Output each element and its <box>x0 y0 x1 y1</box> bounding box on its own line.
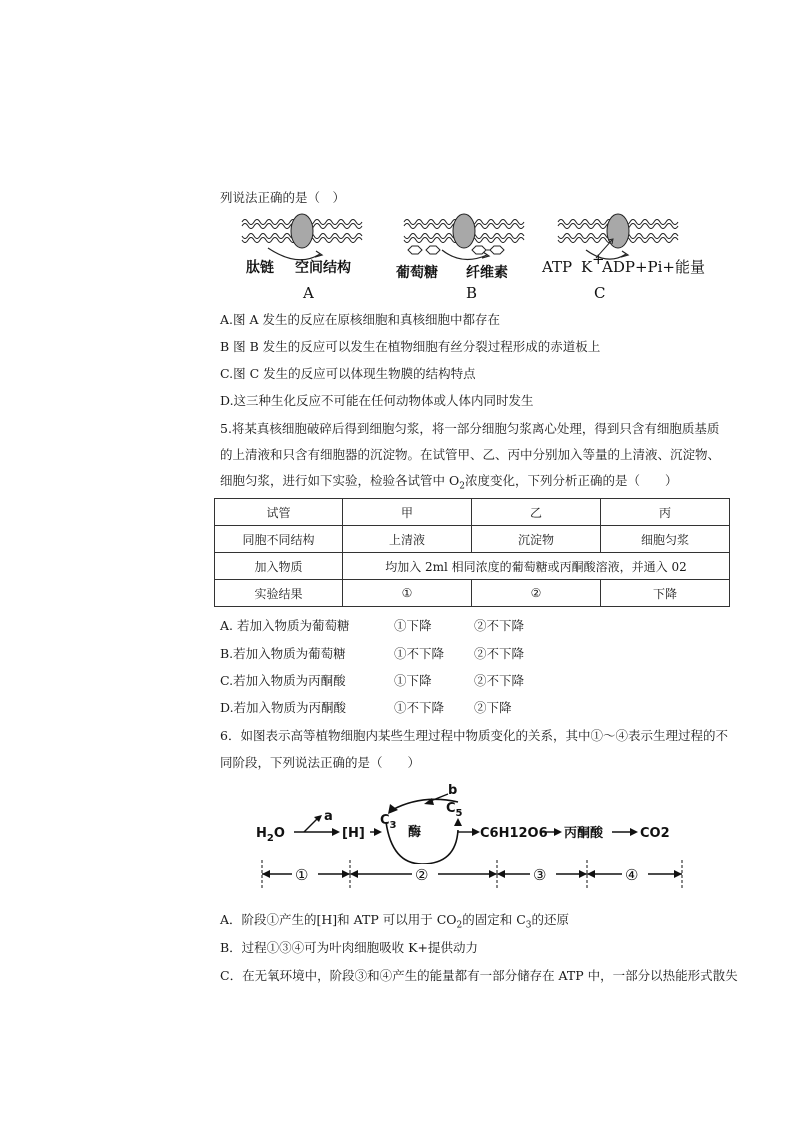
fig-c-caption: C <box>594 284 606 302</box>
c3-label: $C_3$ <box>380 813 397 831</box>
q5-option-c: C.若加入物质为丙酮酸 <box>220 673 346 688</box>
table-cell: ② <box>472 580 601 607</box>
fig-a-left-label: 肽链 <box>246 260 274 276</box>
table-cell: 沉淀物 <box>472 526 601 553</box>
enzyme-label: 酶 <box>408 825 422 840</box>
a-label: a <box>324 809 333 824</box>
q5-option-c-r2: ②不下降 <box>474 673 525 688</box>
table-cell: 乙 <box>472 499 601 526</box>
q4-stem-tail: 列说法正确的是（ ） <box>220 190 346 205</box>
q4-option-c: C.图 C 发生的反应可以体现生物膜的结构特点 <box>220 366 476 381</box>
table-row <box>215 499 730 526</box>
q6-option-b: B．过程①③④可为叶肉细胞吸收 K+提供动力 <box>220 940 478 955</box>
q5-option-a: A. 若加入物质为葡萄糖 <box>220 618 350 633</box>
fig-b-left-label: 葡萄糖 <box>396 265 438 281</box>
stage-2: ② <box>415 866 429 884</box>
q6-stem-line1: 6．如图表示高等植物细胞内某些生理过程中物质变化的关系，其中①～④表示生理过程的不 <box>220 728 728 743</box>
fig-b-caption: B <box>466 284 478 302</box>
b-label: b <box>448 783 458 798</box>
table-row <box>215 580 730 607</box>
q5-experiment-table <box>214 498 730 607</box>
q5-option-b: B.若加入物质为葡萄糖 <box>220 646 346 661</box>
table-cell: 上清液 <box>343 526 472 553</box>
q5-option-b-r1: ①不下降 <box>394 646 445 661</box>
q4-option-b: B 图 B 发生的反应可以发生在植物细胞有丝分裂过程形成的赤道板上 <box>220 339 601 354</box>
fig-c-atp-label: ATP <box>542 258 573 276</box>
table-cell: 细胞匀浆 <box>601 526 730 553</box>
q5-option-d: D.若加入物质为丙酮酸 <box>220 700 347 715</box>
figure-c <box>541 214 705 302</box>
glucose-label: C6H12O6 <box>480 826 548 841</box>
fig-b-right-label: 纤维素 <box>466 265 508 281</box>
q6-stem-line2: 同阶段，下列说法正确的是（ ） <box>220 755 421 770</box>
q5-option-d-r1: ①不下降 <box>394 700 445 715</box>
table-row <box>215 526 730 553</box>
table-cell: 甲 <box>343 499 472 526</box>
q5-option-c-r1: ①下降 <box>394 673 432 688</box>
membrane-figures <box>240 210 710 305</box>
q4-option-d: D.这三种生化反应不可能在任何动物体或人体内同时发生 <box>220 393 534 408</box>
fig-c-right-label: ADP+Pi+能量 <box>602 258 705 276</box>
q6-option-a: A．阶段①产生的[H]和 ATP 可以用于 $CO_2$的固定和 $C_3$的还原 <box>220 912 570 931</box>
figure-b <box>396 214 524 302</box>
stage-3: ③ <box>533 866 547 884</box>
table-cell: 均加入 2ml 相同浓度的葡萄糖或丙酮酸溶液，并通入 02 <box>343 553 730 580</box>
h-label: [H] <box>342 826 365 841</box>
h2o-label: $H_2O$ <box>256 826 285 844</box>
fig-c-k-sup: + <box>592 250 605 268</box>
q6-option-c: C．在无氧环境中，阶段③和④产生的能量都有一部分储存在 ATP 中，一部分以热能形式散失 <box>220 968 738 983</box>
fig-c-k-label: K <box>581 258 593 276</box>
table-cell: 试管 <box>215 499 343 526</box>
q5-stem-line1: 5.将某真核细胞破碎后得到细胞匀浆，将一部分细胞匀浆离心处理，得到只含有细胞质基质 <box>220 421 720 436</box>
table-cell: 加入物质 <box>215 553 343 580</box>
q5-stem-line2: 的上清液和只含有细胞器的沉淀物。在试管甲、乙、丙中分别加入等量的上清液、沉淀物、 <box>220 447 721 462</box>
c5-label: $C_5$ <box>446 801 463 819</box>
table-cell: 丙 <box>601 499 730 526</box>
figure-a <box>242 214 362 302</box>
table-cell: 实验结果 <box>215 580 343 607</box>
q5-option-a-r2: ②不下降 <box>474 618 525 633</box>
pyruvate-label: 丙酮酸 <box>564 826 604 841</box>
q6-process-diagram <box>252 780 692 895</box>
table-cell: 下降 <box>601 580 730 607</box>
table-cell: ① <box>343 580 472 607</box>
stage-4: ④ <box>625 866 639 884</box>
table-row <box>215 553 730 580</box>
table-cell: 同胞不同结构 <box>215 526 343 553</box>
fig-a-caption: A <box>303 284 314 302</box>
q5-option-a-r1: ①下降 <box>394 618 432 633</box>
stage-1: ① <box>295 866 309 884</box>
q4-option-a: A.图 A 发生的反应在原核细胞和真核细胞中都存在 <box>220 312 500 327</box>
q5-stem-line3: 细胞匀浆，进行如下实验，检验各试管中 $O_2$浓度变化，下列分析正确的是（ ） <box>220 473 678 492</box>
q5-option-d-r2: ②下降 <box>474 700 512 715</box>
q5-option-b-r2: ②不下降 <box>474 646 525 661</box>
fig-a-right-label: 空间结构 <box>295 260 351 276</box>
co2-label: CO2 <box>640 826 670 841</box>
